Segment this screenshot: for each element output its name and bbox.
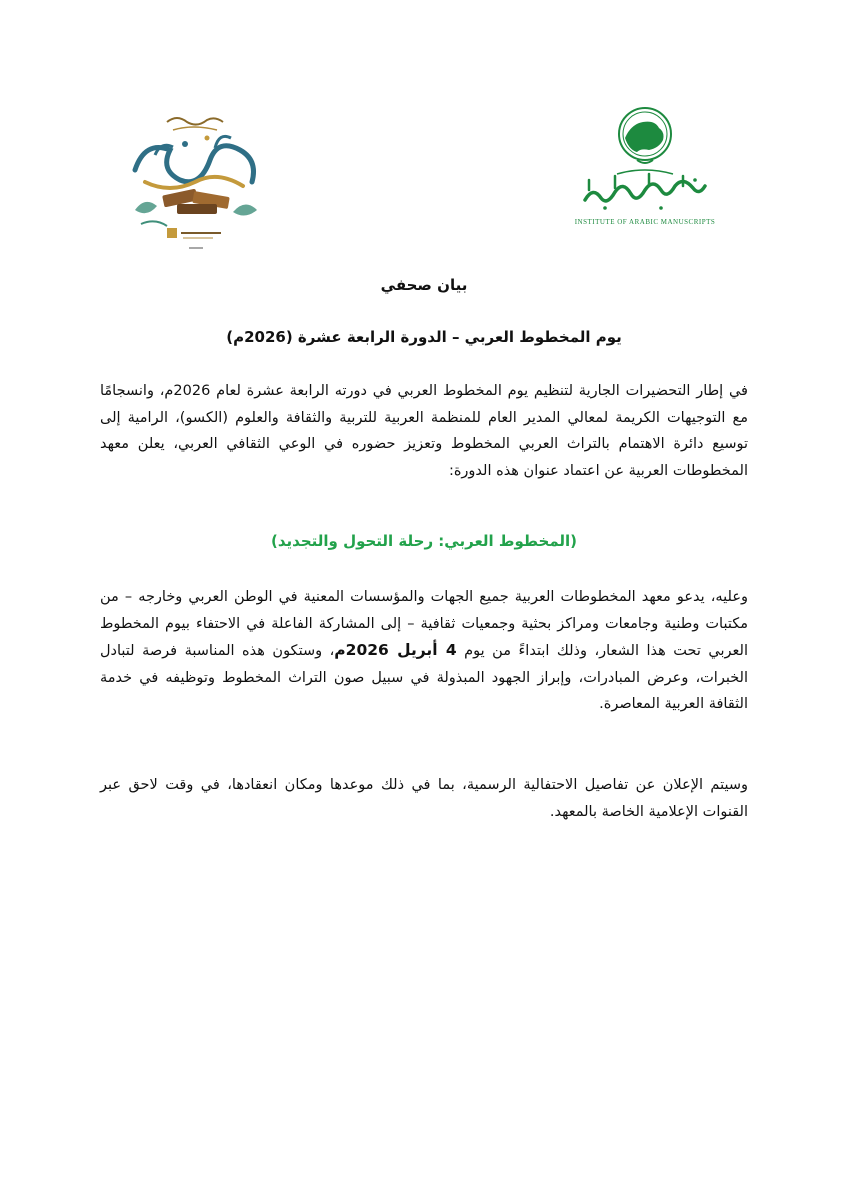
institute-of-arabic-manuscripts-logo — [565, 100, 725, 235]
document-heading: بيان صحفي — [380, 276, 468, 294]
paragraph-announcement: وسيتم الإعلان عن تفاصيل الاحتفالية الرسمية، بما في ذلك موعدها ومكان انعقادها، في وقت لاحق عبر القنوات الإعلامية الخاصة بالمعهد. — [100, 777, 748, 820]
paragraph-invitation-part1: وعليه، يدعو معهد المخطوطات العربية جميع الجهات والمؤسسات المعنية في الوطن العربي وخارجه – من مكتبات وطنية وجامعات ومراكز بحثية وجمعيات ثقافية – إلى المشاركة الفاعلة في الاحتفاء بيوم المخطوط العربي تحت هذا الشعار، وذلك ابتداءً من يوم — [100, 589, 748, 659]
paragraph-invitation-part2: ، وستكون هذه المناسبة فرصة لتبادل الخبرات، وعرض المبادرات، وإبراز الجهود المبذولة في سبيل صون التراث المخطوط وتوظيفه في خدمة الثقافة العربية المعاصرة. — [100, 643, 748, 712]
institute-english-name: INSTITUTE OF ARABIC MANUSCRIPTS — [574, 218, 716, 226]
document-subheading: يوم المخطوط العربي – الدورة الرابعة عشرة (2026م) — [226, 328, 622, 346]
paragraph-invitation — [100, 584, 748, 718]
paragraph-intro: في إطار التحضيرات الجارية لتنظيم يوم المخطوط العربي في دورته الرابعة عشرة لعام 2026م، وانسجامًا مع التوجيهات الكريمة لمعالي المدير العام للمنظمة العربية للتربية والثقافة والعلوم (الكسو)، الرامية إلى توسيع دائرة الاهتمام بالتراث العربي المخطوط وتعزيز حضوره في الوعي الثقافي العربي، يعلن معهد المخطوطات العربية عن اعتماد عنوان هذه الدورة: — [100, 383, 748, 479]
theme-title: (المخطوط العربي: رحلة التحول والتجديد) — [271, 532, 577, 550]
arabic-manuscript-day-logo — [115, 100, 275, 260]
event-date: 4 أبريل 2026م — [334, 641, 457, 659]
manuscript-day-emblem-icon — [115, 100, 275, 260]
institute-emblem-icon — [565, 100, 725, 218]
